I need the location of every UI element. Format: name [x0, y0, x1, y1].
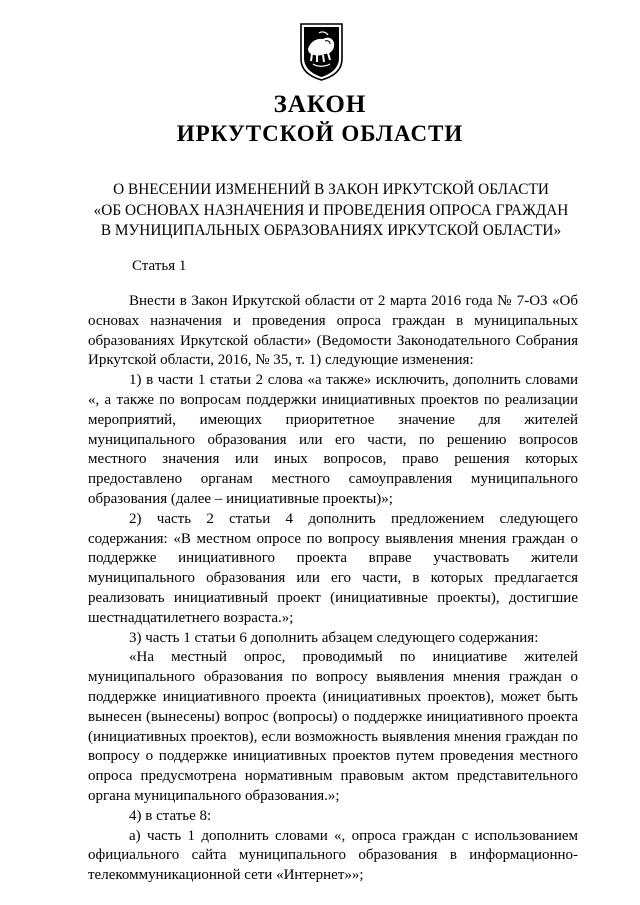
body-paragraph: «На местный опрос, проводимый по инициативе жителей муниципального образования по вопросу выявления мнения граждан о поддержке инициативного проекта (инициативных проектов), может быть вынесен (вынесены) вопрос (вопросы) о поддержке инициативного проекта (инициативных проектов), если возможность выявления мнения граждан по вопросу о поддержке инициативных проектов путем проведения местного опроса предусмотрена нормативным правовым актом представительного органа муниципального образования.»;: [88, 649, 578, 804]
body-paragraph: 3) часть 1 статьи 6 дополнить абзацем следующего содержания:: [129, 629, 539, 646]
body-paragraph: Внести в Закон Иркутской области от 2 марта 2016 года № 7-ОЗ «Об основах назначения и проведения опроса граждан в муниципальных образованиях Иркутской области» (Ведомости Законодательного Собрания Иркутской области, 2016, № 35, т. 1) следующие изменения:: [88, 293, 578, 369]
coat-of-arms-icon: [299, 23, 344, 81]
law-title: ЗАКОН: [273, 91, 367, 118]
body-paragraph: 1) в части 1 статьи 2 слова «а также» исключить, дополнить словами «, а также по вопросам поддержки инициативных проектов по реализации мероприятий, имеющих приоритетное значение для жителей муниципального образования или его части, по решению вопросов местного значения или иных вопросов, право решения которых предоставлено органам местного самоуправления муниципального образования (далее – инициативные проекты)»;: [88, 372, 578, 507]
body-paragraph: 4) в статье 8:: [129, 807, 212, 824]
article-body: [88, 292, 578, 886]
subject-line: В МУНИЦИПАЛЬНЫХ ОБРАЗОВАНИЯХ ИРКУТСКОЙ ОБЛАСТИ»: [100, 222, 562, 239]
subject-line: О ВНЕСЕНИИ ИЗМЕНЕНИЙ В ЗАКОН ИРКУТСКОЙ ОБЛАСТИ: [113, 181, 549, 198]
body-paragraph: 2) часть 2 статьи 4 дополнить предложением следующего содержания: «В местном опросе по вопросу выявления мнения граждан о поддержке инициативного проекта вправе участвовать жители муниципального образования или его части, в которых предлагается реализовать инициативный проект (инициативные проекты), достигшие шестнадцатилетнего возраста.»;: [88, 510, 578, 626]
subject-line: «ОБ ОСНОВАХ НАЗНАЧЕНИЯ И ПРОВЕДЕНИЯ ОПРОСА ГРАЖДАН: [93, 201, 569, 219]
law-subject: [88, 180, 574, 242]
body-paragraph: а) часть 1 дополнить словами «, опроса граждан с использованием официального сайта муниципального образования в информационно-телекоммуникационной сети «Интернет»»;: [88, 827, 578, 884]
article-heading: Статья 1: [132, 258, 187, 274]
region-title: ИРКУТСКОЙ ОБЛАСТИ: [176, 121, 464, 146]
